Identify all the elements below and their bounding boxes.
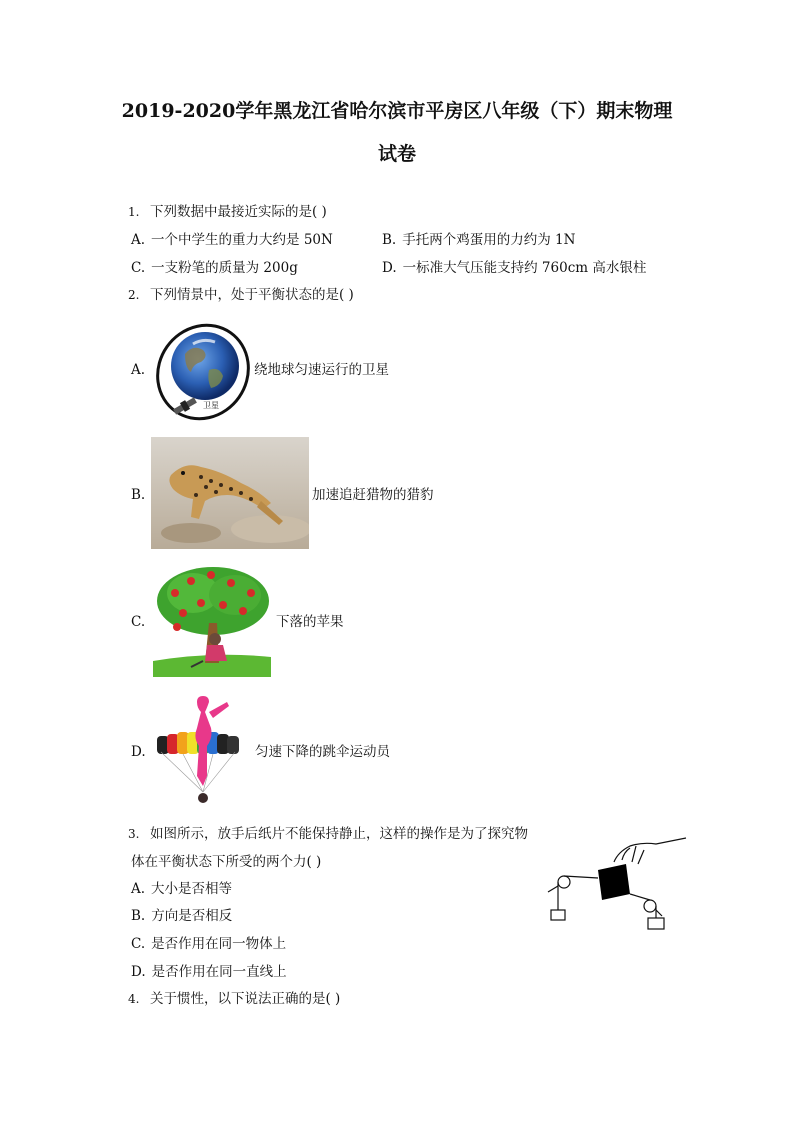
- question-3-stem-line-2: 体在平衡状态下所受的两个力( ): [131, 854, 322, 870]
- parachutist-image: [153, 692, 251, 810]
- satellite-earth-image: [153, 314, 251, 424]
- q2-option-d-text: 匀速下降的跳伞运动员: [255, 744, 390, 760]
- option-text: 手托两个鸡蛋用的力约为 1N: [402, 232, 576, 248]
- q3-option-a[interactable]: [131, 883, 232, 897]
- question-4-stem: [128, 993, 340, 1007]
- question-text: 如图所示，放手后纸片不能保持静止，这样的操作是为了探究物: [150, 826, 528, 842]
- question-text: 下列数据中最接近实际的是( ): [150, 204, 327, 220]
- option-label: A.: [131, 881, 146, 897]
- option-label: C.: [131, 936, 146, 952]
- option-label: D.: [131, 964, 146, 980]
- q3-option-c[interactable]: [131, 938, 286, 952]
- q1-option-c[interactable]: [131, 262, 298, 276]
- option-label: D.: [382, 260, 397, 276]
- q3-option-d[interactable]: [131, 966, 287, 980]
- question-1-stem: [128, 206, 327, 220]
- option-text: 是否作用在同一物体上: [151, 936, 287, 952]
- option-text: 是否作用在同一直线上: [151, 964, 287, 980]
- question-number: 3.: [128, 827, 140, 841]
- q2-option-c-label[interactable]: C.: [131, 614, 146, 630]
- question-number: 2.: [128, 288, 140, 302]
- question-number: 4.: [128, 992, 140, 1006]
- pulley-card-figure: [544, 834, 690, 934]
- apple-tree-image: [153, 563, 271, 677]
- question-text: 关于惯性，以下说法正确的是( ): [150, 991, 341, 1007]
- option-text: 大小是否相等: [151, 881, 233, 897]
- option-text: 方向是否相反: [151, 908, 233, 924]
- q1-option-d[interactable]: [382, 262, 646, 276]
- question-text: 下列情景中，处于平衡状态的是( ): [150, 287, 354, 303]
- q2-option-b-text: 加速追赶猎物的猎豹: [312, 487, 434, 503]
- q2-option-d-label[interactable]: D.: [131, 744, 146, 760]
- q2-option-a-label[interactable]: A.: [131, 362, 146, 378]
- q3-option-b[interactable]: [131, 910, 232, 924]
- option-text: 一个中学生的重力大约是 50N: [151, 232, 333, 248]
- q2-option-a-text: 绕地球匀速运行的卫星: [254, 362, 389, 378]
- option-text: 一标准大气压能支持约 760cm 高水银柱: [402, 260, 647, 276]
- satellite-caption: 卫星: [203, 401, 219, 410]
- cheetah-image: [151, 437, 309, 549]
- option-label: A.: [131, 232, 146, 248]
- option-label: B.: [382, 232, 397, 248]
- q2-option-b-label[interactable]: B.: [131, 487, 146, 503]
- q1-option-a[interactable]: [131, 234, 333, 248]
- option-label: B.: [131, 908, 146, 924]
- question-number: 1.: [128, 205, 140, 219]
- q1-option-b[interactable]: [382, 234, 575, 248]
- question-3-stem-line-1: [128, 828, 528, 842]
- option-text: 一支粉笔的质量为 200g: [151, 260, 298, 276]
- question-2-stem: [128, 289, 354, 303]
- option-label: C.: [131, 260, 146, 276]
- q2-option-c-text: 下落的苹果: [276, 614, 344, 630]
- page-title-line-2: 试卷: [377, 143, 416, 165]
- page-title-line-1: 2019-2020学年黑龙江省哈尔滨市平房区八年级（下）期末物理: [121, 100, 673, 122]
